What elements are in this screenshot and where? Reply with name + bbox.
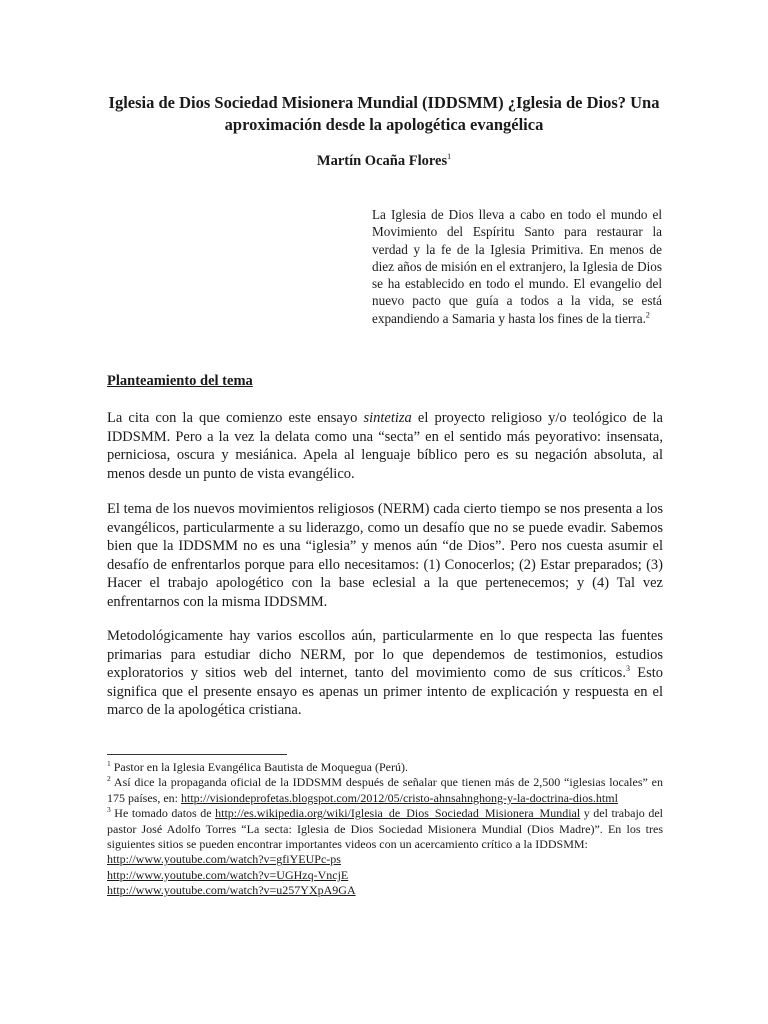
paragraph-1-end: el proyecto religioso y/o teológico de la IDDSMM. Pero a la vez la delata como una “secta” en el sentido más peyorativo: insensata, perniciosa, oscura y mesiánica. Apela al lenguaje bíblico pero es su negación absoluta, al menos desde un punto de vista evangélico. — [107, 410, 663, 482]
paragraph-1-emphasis: sintetiza — [363, 410, 412, 426]
footnotes — [107, 760, 663, 899]
footnote-3 — [107, 806, 663, 852]
video-link-1[interactable]: http://www.youtube.com/watch?v=gfiYEUPc-ps — [107, 852, 341, 867]
paragraph-2: El tema de los nuevos movimientos religiosos (NERM) cada cierto tiempo se nos presenta a los evangélicos, particularmente a su liderazgo, como un desafío que no se puede evadir. Sabemos bien que la IDDSMM no es una “iglesia” y menos aún “de Dios”. Pero nos cuesta asumir el desafío de enfrentarlos porque para ello necesitamos: (1) Conocerlos; (2) Estar preparados; (3) Hacer el trabajo apologético con la base eclesial a la que pertenecemos; y (4) Tal vez enfrentarnos con la misma IDDSMM. — [107, 501, 663, 610]
epigraph-text: La Iglesia de Dios lleva a cabo en todo el mundo el Movimiento del Espíritu Santo para restaurar la verdad y la fe de la Iglesia Primitiva. En menos de diez años de misión en el extranjero, la Iglesia de Dios se ha establecido en todo el mundo. El evangelio del nuevo pacto que guía a todos a la vida, se está expandiendo a Samaria y hasta los fines de la tierra. — [372, 207, 662, 326]
footnote-2 — [107, 775, 663, 806]
paragraph-3-footnote-mark: 3 — [625, 664, 630, 674]
epigraph-quote — [372, 206, 662, 327]
footnote-3-text-start: He tomado datos de — [110, 806, 216, 821]
document-title: Iglesia de Dios Sociedad Misionera Mundial (IDDSMM) ¿Iglesia de Dios? Una aproximación desde la apologética evangélica — [108, 93, 660, 134]
footnote-3-wikipedia-link[interactable]: http://es.wikipedia.org/wiki/Iglesia_de_Dios_Sociedad_Misionera_Mundial — [215, 806, 581, 821]
author-footnote-mark: 1 — [447, 152, 452, 162]
paragraph-3-end: Esto significa que el presente ensayo es apenas un primer intento de explicación y respuesta en el marco de la apologética cristiana. — [107, 665, 664, 719]
video-links — [107, 852, 663, 898]
footnote-2-text: Así dice la propaganda oficial de la IDDSMM después de señalar que tienen más de 2,500 “iglesias locales” en 175 países, en: — [107, 775, 663, 805]
footnote-1 — [107, 760, 663, 775]
footnote-2-link[interactable]: http://visiondeprofetas.blogspot.com/2012/05/cristo-ahnsahnghong-y-la-doctrina-dios.html — [181, 790, 618, 805]
epigraph-footnote-mark: 2 — [645, 310, 650, 320]
author-name-text: Martín Ocaña Flores — [316, 153, 448, 169]
footnote-3-mark: 3 — [107, 805, 111, 815]
section-heading: Planteamiento del tema — [107, 373, 253, 389]
footnote-separator — [107, 754, 287, 755]
video-link-3[interactable]: http://www.youtube.com/watch?v=u257YXpA9GA — [107, 883, 356, 898]
paragraph-1 — [107, 409, 663, 483]
paragraph-3-start: Metodológicamente hay varios escollos aún, particularmente en lo que respecta las fuentes primarias para estudiar dicho NERM, por lo que dependemos de testimonios, estudios exploratorios y sitios web del internet, tanto del movimiento como de sus críticos. — [107, 628, 663, 682]
paragraph-1-start: La cita con la que comienzo este ensayo — [107, 410, 364, 426]
author-name — [100, 152, 668, 170]
video-link-2[interactable]: http://www.youtube.com/watch?v=UGHzq-VncjE — [107, 867, 349, 882]
footnote-3-text-end: y del trabajo del pastor José Adolfo Torres “La secta: Iglesia de Dios Sociedad Misionera Mundial (Dios Madre)”. En los tres siguientes sitios se pueden encontrar importantes videos con un acercamiento crítico a la IDDSMM: — [107, 806, 663, 852]
footnote-1-mark: 1 — [107, 759, 111, 768]
paragraph-3 — [107, 627, 663, 720]
footnote-1-text: Pastor en la Iglesia Evangélica Bautista de Moquegua (Perú). — [110, 760, 408, 774]
footnote-2-mark: 2 — [107, 774, 111, 784]
